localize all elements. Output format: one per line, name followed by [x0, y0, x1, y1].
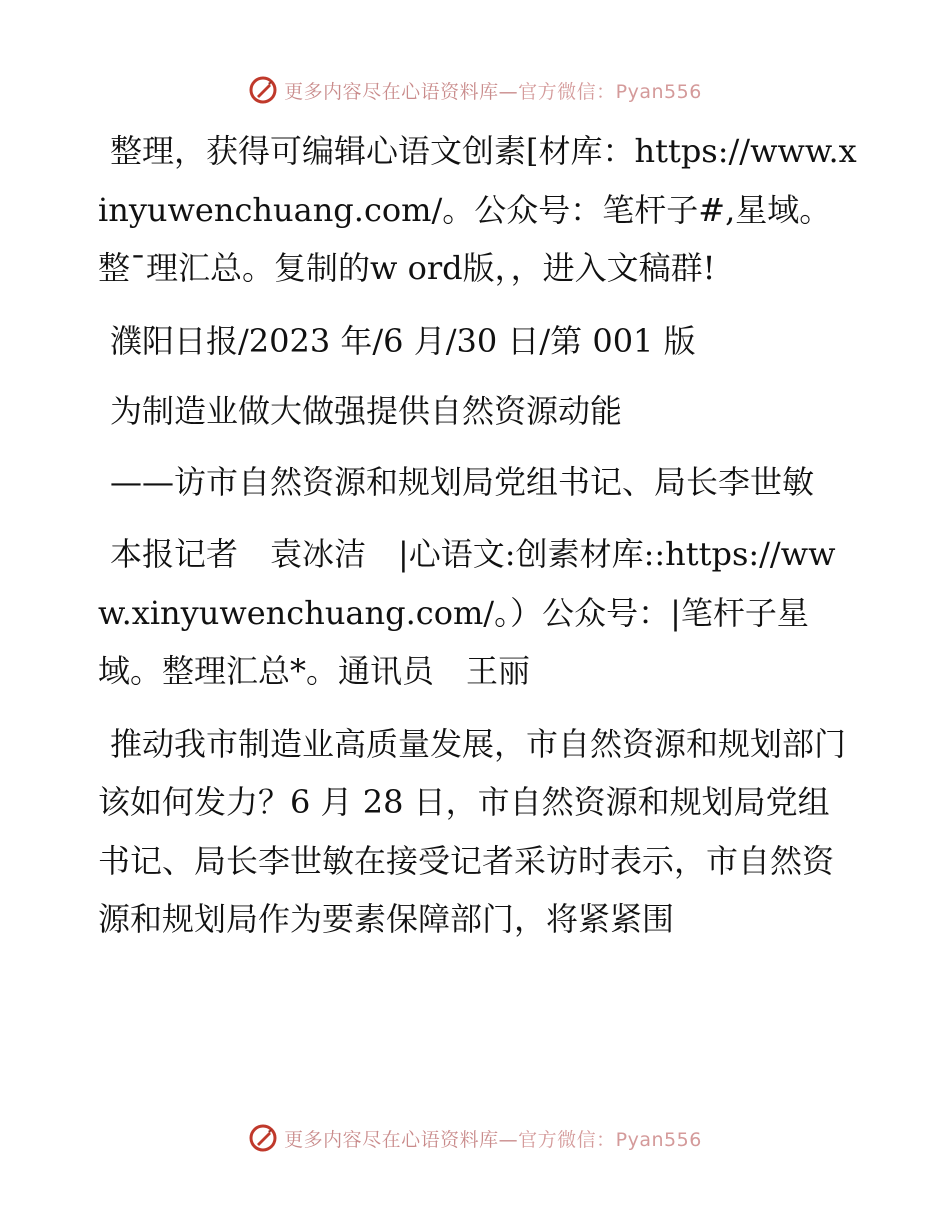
quill-logo-icon	[248, 1123, 278, 1153]
banner-wechat-text: 官方微信：Pyan556	[518, 1128, 702, 1151]
body-paragraph: 推动我市制造业高质量发展，市自然资源和规划部门该如何发力？6 月 28 日，市自然资源和规划局党组书记、局长李世敏在接受记者采访时表示，市自然资源和规划局作为要素保障部门，将紧紧围	[98, 724, 847, 938]
article-subtitle: ——访市自然资源和规划局党组书记、局长李世敏	[110, 462, 815, 501]
document-body	[98, 122, 858, 963]
article-title: 为制造业做大做强提供自然资源动能	[110, 392, 623, 430]
banner-text	[284, 77, 702, 104]
byline-paragraph: 本报记者 袁冰洁 |心语文:创素材库::https://www.xinyuwenchuang.com/。）公众号：|笔杆子星域。整理汇总*。通讯员 王丽	[98, 535, 836, 690]
newspaper-dateline: 濮阳日报/2023 年/6 月/30 日/第 001 版	[110, 321, 696, 360]
banner-library-text: 更多内容尽在心语资料库—	[284, 80, 519, 103]
banner-library-text: 更多内容尽在心语资料库—	[284, 1128, 519, 1151]
banner-text	[284, 1125, 702, 1152]
quill-logo-icon	[248, 75, 278, 105]
banner-wechat-text: 官方微信：Pyan556	[518, 80, 702, 103]
header-watermark-banner	[0, 70, 950, 110]
footer-watermark-banner	[0, 1118, 950, 1158]
intro-paragraph: 整理，获得可编辑心语文创素[材库：https://www.xinyuwenchuang.com/。公众号：笔杆子#,星域。整¯理汇总。复制的w ord版，，进入文稿群!	[98, 132, 857, 287]
